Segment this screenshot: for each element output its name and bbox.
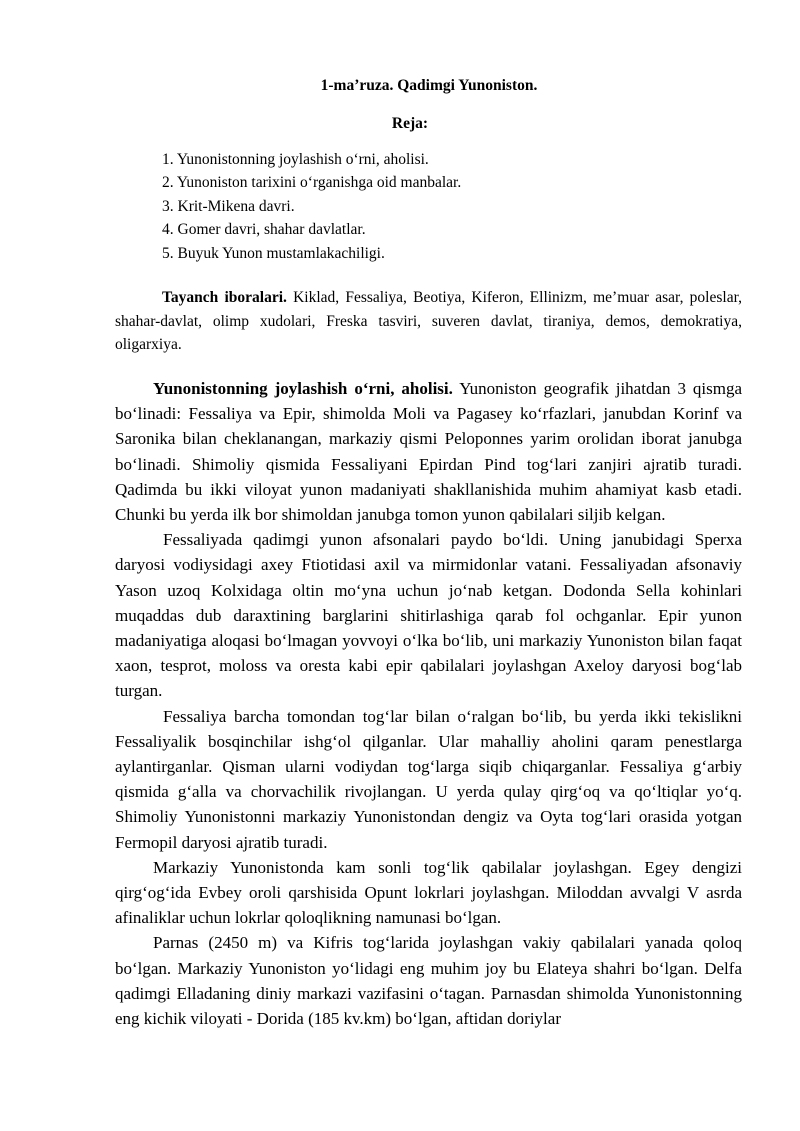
plan-item: 5. Buyuk Yunon mustamlakachiligi. — [162, 244, 385, 262]
paragraph: Markaziy Yunonistonda kam sonli tog‘lik qabilalar joylashgan. Egey dengizi qirg‘og‘ida Evbey oroli qarshisida Opunt lokrlari joylashgan. Miloddan avvalgi V asrda afinaliklar uchun lokrlar qoloqlikning namunasi bo‘lgan. — [115, 857, 742, 928]
plan-list — [162, 148, 461, 265]
lecture-title: 1-ma’ruza. Qadimgi Yunoniston. — [320, 77, 538, 94]
keywords-label: Tayanch iboralari. — [162, 289, 287, 306]
plan-item: 3. Krit-Mikena davri. — [162, 197, 295, 215]
keywords-paragraph — [115, 286, 742, 357]
plan-item: 1. Yunonistonning joylashish o‘rni, aholisi. — [162, 151, 429, 168]
keywords-text: Kiklad, Fessaliya, Beotiya, Kiferon, Ellinizm, me’muar asar, poleslar, shahar-davlat, olimp xudolari, Freska tasviri, suveren davlat, tiraniya, demos, demokratiya, oligarxiya. — [115, 289, 742, 353]
section-body — [115, 376, 742, 1031]
plan-item: 4. Gomer davri, shahar davlatlar. — [162, 221, 366, 239]
paragraph: Fessaliyada qadimgi yunon afsonalari paydo bo‘ldi. Uning janubidagi Sperxa daryosi vodiysidagi axey Ftiotidasi axil va mirmidonlar vatani. Fessaliyadan afsonaviy Yason uzoq Kolxidaga oltin mo‘yna uchun jo‘nab ketgan. Dodonda Sella kohinlari muqaddas dub daraxtining barglarini shitirlashiga qarab fol ochganlar. Epir yunon madaniyatiga aloqasi bo‘lmagan yovvoyi o‘lka bo‘lib, uni markaziy Yunoniston bilan faqat xaon, tesprot, moloss va oresta kabi epir qabilalari joylashgan Axeloy daryosi bog‘lab turgan. — [115, 530, 742, 701]
section-heading: Yunonistonning joylashish o‘rni, aholisi. — [153, 379, 453, 398]
paragraph: Parnas (2450 m) va Kifris tog‘larida joylashgan vakiy qabilalari yanada qoloq bo‘lgan. Markaziy Yunoniston yo‘lidagi eng muhim joy bu Elateya shahri bo‘lgan. Delfa qadimgi Elladaning diniy markazi vazifasini o‘tagan. Parnasdan shimolda Yunonistonning eng kichik viloyati - Dorida (185 kv.km) bo‘lgan, aftidan doriylar — [115, 933, 742, 1029]
plan-item: 2. Yunoniston tarixini o‘rganishga oid manbalar. — [162, 174, 462, 192]
plan-heading: Reja: — [391, 115, 429, 132]
section-intro-paragraph — [115, 376, 742, 527]
paragraph-text: Yunoniston geografik jihatdan 3 qismga bo‘linadi: Fessaliya va Epir, shimolda Moli va Pagasey ko‘rfazlari, janubdan Korinf va Saronika bilan cheklanangan, markaziy qismi Peloponnes yarim orolidan iborat janubga bo‘linadi. Shimoliy qismida Fessaliyani Epirdan Pind tog‘lari zanjiri ajratib turadi. Qadimda bu ikki viloyat yunon madaniyati shakllanishida muhim ahamiyat kasb etadi. Chunki bu yerda ilk bor shimoldan janubga tomon yunon qabilalari siljib kelgan. — [115, 379, 742, 525]
paragraph: Fessaliya barcha tomondan tog‘lar bilan o‘ralgan bo‘lib, bu yerda ikki tekislikni Fessaliyalik bosqinchilar ishg‘ol qilganlar. Ular mahalliy aholini qaram penestlarga aylantirganlar. Qisman ularni vodiydan tog‘larga siqib chiqarganlar. Fessaliya g‘arbiy qismida g‘alla va chorvachilik rivojlangan. U yerda qulay qirg‘oq va qo‘ltiqlar yo‘q. Shimoliy Yunonistonni markaziy Yunonistondan dengiz va Oyta tog‘lari orasida yotgan Fermopil daryosi ajratib turadi. — [115, 706, 742, 852]
